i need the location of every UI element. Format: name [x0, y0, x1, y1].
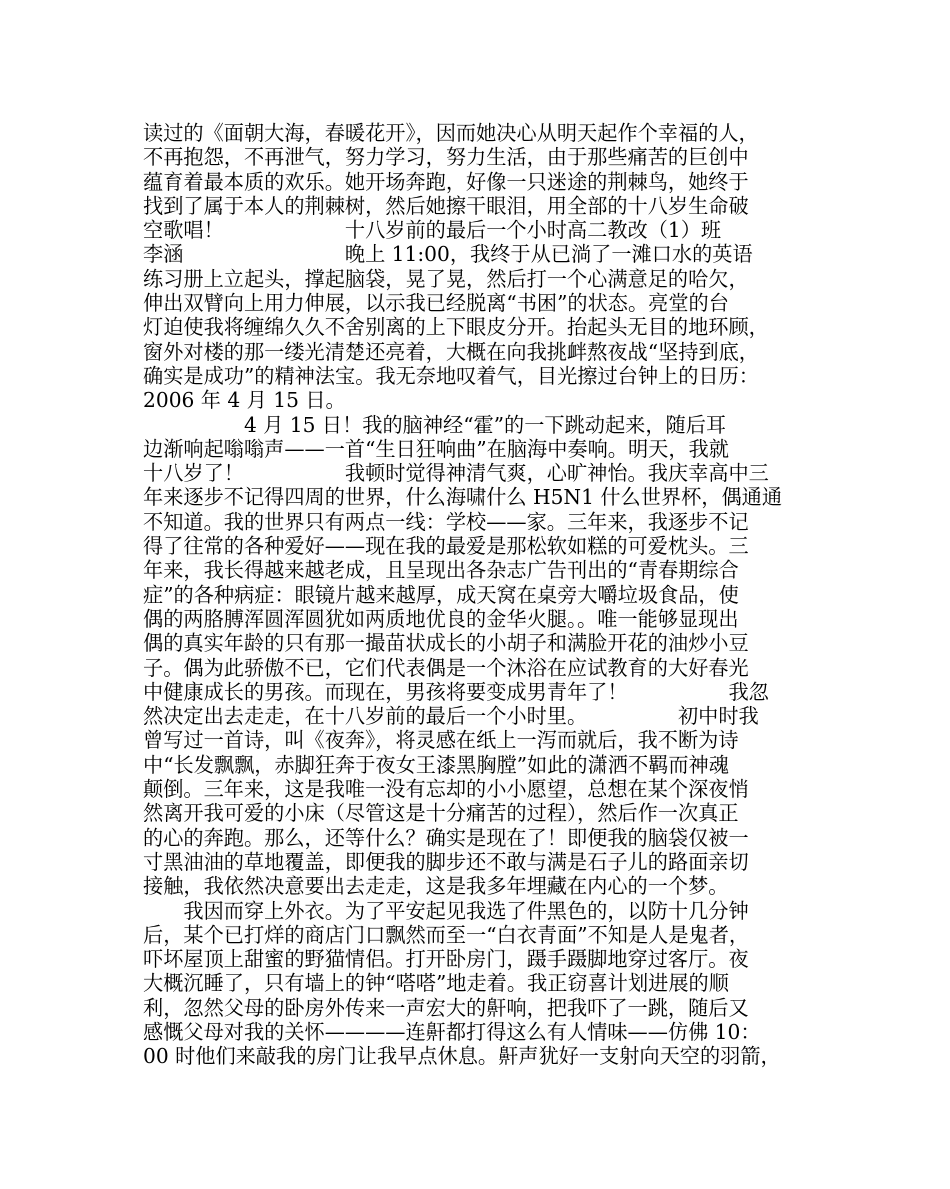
text-line: 李涵 晚上 11:00，我终于从已淌了一滩口水的英语 — [143, 242, 753, 267]
text-line: 我因而穿上外衣。为了平安起见我选了件黑色的，以防十几分钟 — [143, 898, 749, 923]
text-line: 4 月 15 日！我的脑神经“霍”的一下跳动起来，随后耳 — [143, 412, 727, 437]
text-line: 练习册上立起头，撑起脑袋，晃了晃，然后打一个心满意足的哈欠， — [143, 266, 749, 291]
text-line: 寸黑油油的草地覆盖，即便我的脚步还不敢与满是石子儿的路面亲切 — [143, 849, 749, 874]
text-line: 00 时他们来敲我的房门让我早点休息。鼾声犹好一支射向天空的羽箭， — [143, 1044, 781, 1069]
text-line: 确实是成功”的精神法宝。我无奈地叹着气，目光擦过台钟上的日历： — [143, 363, 759, 388]
text-line: 后，某个已打烊的商店门口飘然而至一“白衣青面”不知是人是鬼者， — [143, 922, 750, 947]
text-line: 子。偶为此骄傲不已，它们代表偶是一个沐浴在应试教育的大好春光 — [143, 655, 749, 680]
text-line: 症”的各种病症：眼镜片越来越厚，成天窝在桌旁大嚼垃圾食品，使 — [143, 582, 739, 607]
text-line: 得了往常的各种爱好——现在我的最爱是那松软如糕的可爱枕头。三 — [143, 534, 749, 559]
text-line: 接触，我依然决意要出去走走，这是我多年埋藏在内心的一个梦。 — [143, 874, 729, 899]
text-line: 吓坏屋顶上甜蜜的野猫情侣。打开卧房门，蹑手蹑脚地穿过客厅。夜 — [143, 947, 749, 972]
text-line: 利，忽然父母的卧房外传来一声宏大的鼾响，把我吓了一跳，随后又 — [143, 995, 749, 1020]
text-line: 灯迫使我将缠绵久久不舍别离的上下眼皮分开。抬起头无目的地环顾， — [143, 315, 769, 340]
text-line: 不知道。我的世界只有两点一线：学校——家。三年来，我逐步不记 — [143, 509, 749, 534]
text-line: 偶的两胳膊浑圆浑圆犹如两质地优良的金华火腿。。唯一能够显现出 — [143, 606, 739, 631]
text-line: 蕴育着最本质的欢乐。她开场奔跑，好像一只迷途的荆棘鸟，她终于 — [143, 169, 749, 194]
text-line: 窗外对楼的那一缕光清楚还亮着，大概在向我挑衅熬夜战“坚持到底， — [143, 339, 759, 364]
text-line: 2006 年 4 月 15 日。 — [143, 388, 346, 413]
text-line: 大概沉睡了，只有墙上的钟“嗒嗒”地走着。我正窃喜计划进展的顺 — [143, 971, 729, 996]
text-line: 空歌唱！ 十八岁前的最后一个小时高二教改（1）班 — [143, 218, 722, 243]
text-line: 然离开我可爱的小床（尽管这是十分痛苦的过程），然后作一次真正 — [143, 801, 739, 826]
text-line: 感慨父母对我的关怀————连鼾都打得这么有人情味——仿佛 10： — [143, 1019, 761, 1044]
text-line: 然决定出去走走，在十八岁前的最后一个小时里。 初中时我 — [143, 704, 759, 729]
text-line: 不再抱怨，不再泄气，努力学习，努力生活，由于那些痛苦的巨创中 — [143, 145, 749, 170]
text-line: 年来逐步不记得四周的世界，什么海啸什么 H5N1 什么世界杯，偶通通 — [143, 485, 783, 510]
text-line: 偶的真实年龄的只有那一撮苗状成长的小胡子和满脸开花的油炒小豆 — [143, 631, 749, 656]
text-line: 边渐响起嗡嗡声——一首“生日狂响曲”在脑海中奏响。明天，我就 — [143, 436, 729, 461]
text-line: 颠倒。三年来，这是我唯一没有忘却的小小愿望，总想在某个深夜悄 — [143, 777, 749, 802]
text-line: 年来，我长得越来越老成，且呈现出各杂志广告刊出的“青春期综合 — [143, 558, 739, 583]
text-line: 中健康成长的男孩。而现在，男孩将要变成男青年了！ 我忽 — [143, 679, 769, 704]
body-text — [143, 121, 823, 1069]
text-line: 曾写过一首诗，叫《夜奔》，将灵感在纸上一泻而就后，我不断为诗 — [143, 728, 739, 753]
text-line: 找到了属于本人的荆棘树，然后她擦干眼泪，用全部的十八岁生命破 — [143, 193, 749, 218]
text-line: 伸出双臂向上用力伸展，以示我已经脱离“书困”的状态。亮堂的台 — [143, 291, 729, 316]
text-line: 中“长发飘飘，赤脚狂奔于夜女王漆黑胸膛”如此的潇洒不羁而神魂 — [143, 752, 729, 777]
text-line: 的心的奔跑。那么，还等什么？确实是现在了！即便我的脑袋仅被一 — [143, 825, 749, 850]
text-line: 读过的《面朝大海，春暖花开》，因而她决心从明天起作个幸福的人， — [143, 121, 759, 145]
text-line: 十八岁了！ 我顿时觉得神清气爽，心旷神怡。我庆幸高中三 — [143, 461, 769, 486]
